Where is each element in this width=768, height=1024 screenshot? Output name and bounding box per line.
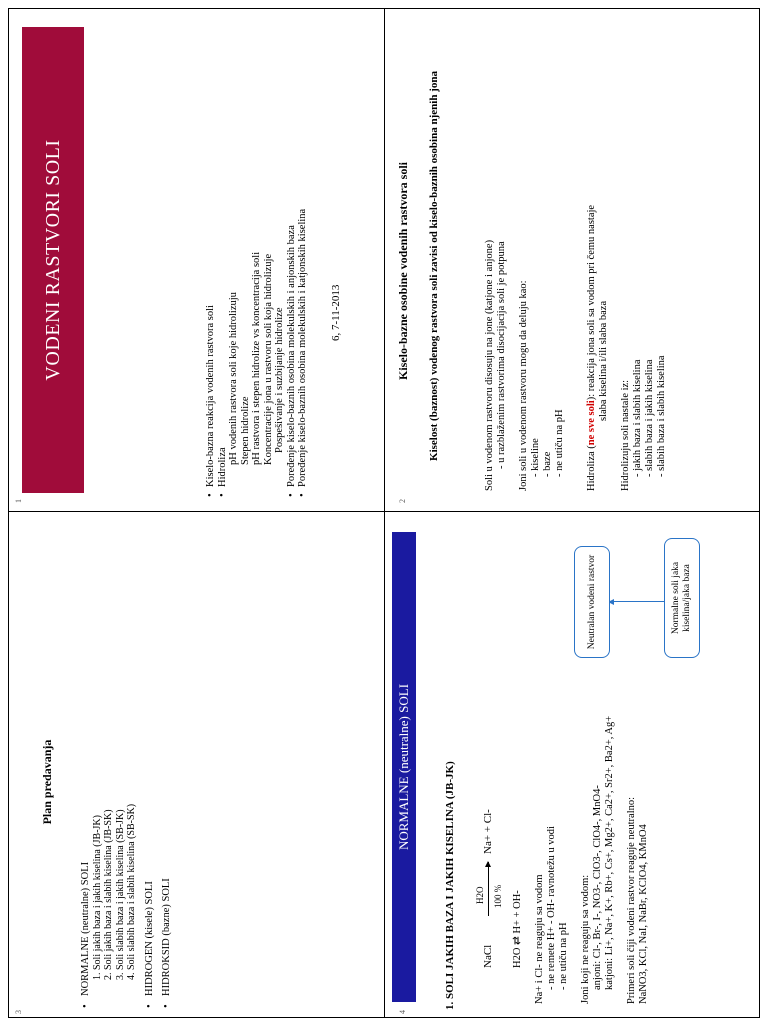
outline-item: Koncentracije jona u rastvoru soli koja hidrolizuje bbox=[262, 253, 274, 465]
slide-2-body bbox=[484, 21, 668, 491]
slide-4-body bbox=[472, 544, 650, 1004]
page-number: 1 bbox=[14, 499, 23, 503]
slide-2-subtitle: Kiselost (baznost) vodenog rastvora soli zavisi od kiselo-baznih osobina njenih jona bbox=[428, 71, 440, 461]
slide-3 bbox=[0, 512, 384, 1022]
page-number: 4 bbox=[398, 1010, 407, 1014]
plan-item: • HIDROKSID (bazne) SOLI bbox=[161, 804, 173, 1008]
examples-line: NaNO3, KCl, NaI, NaBr, KClO4, KMnO4 bbox=[638, 824, 649, 1004]
outline-item: • Poređenje kiselo-baznih osobina molekulskih i anjonskih baza bbox=[286, 209, 298, 497]
lecture-plan-list bbox=[80, 804, 173, 1008]
dissociation-equation: NaCl H2O 100 % Na+ + Cl- bbox=[475, 809, 503, 968]
text-line: Hidrolizuju soli nastale iz: bbox=[620, 379, 631, 491]
outline-item: pH vodenih rastvora soli koje hidrolizuju bbox=[228, 292, 239, 465]
text-line: - ne remete H+ - OH- ravnotežu u vodi bbox=[546, 826, 557, 990]
neutral-solution-box: Neutralan vodeni rastvor bbox=[574, 546, 610, 658]
text-line: - slabih baza i jakih kiselina bbox=[644, 359, 655, 477]
outline-item: • Hidroliza bbox=[217, 209, 229, 497]
hydrolysis-definition: Hidroliza (ne sve soli): reakcija jona soli sa vodom pri čemu nastaje bbox=[586, 204, 597, 491]
cations-line: katjoni: Li+, Na+, K+, Rb+, Cs+, Mg2+, Ca2+, Sr2+, Ba2+, Ag+ bbox=[604, 715, 615, 990]
page-number: 3 bbox=[14, 1010, 23, 1014]
text-line: slaba kiselina i/ili slaba baza bbox=[598, 300, 609, 421]
slide-4 bbox=[384, 512, 768, 1022]
text-line: Primeri soli čiji vodeni rastvor reaguje neutralno: bbox=[626, 796, 637, 1004]
anions-line: anjoni: Cl-, Br-, I-, NO3-, ClO3-, ClO4-, MnO4- bbox=[592, 785, 603, 990]
text-line: Joni koji ne reaguju sa vodom: bbox=[580, 874, 591, 1004]
text-line: - baze bbox=[542, 451, 553, 477]
text-line: - slabih baza i slabih kiselina bbox=[656, 355, 667, 477]
slide-2-title: Kiselo-bazne osobine vodenih rastvora soli bbox=[396, 162, 410, 381]
slide-3-title: Plan predavanja bbox=[40, 739, 54, 825]
text-line: Joni soli u vodenom rastvoru mogu da deluju kao: bbox=[518, 280, 529, 491]
plan-item: 3. Soli slabih baza i jakih kiselina (SB-JK) bbox=[114, 809, 126, 980]
highlight-text: ne sve soli bbox=[586, 400, 597, 446]
plan-item: 2. Soli jakih baza i slabih kiselina (JB-SK) bbox=[103, 809, 114, 980]
slide-1-outline bbox=[205, 209, 309, 497]
slide-4-heading: 1. SOLI JAKIH BAZA I JAKIH KISELINA (JB-JK) bbox=[444, 761, 456, 1010]
outline-item: pH rastvora i stepen hidrolize vs koncentracija soli bbox=[251, 251, 262, 465]
outline-item: Stepen hidrolize bbox=[239, 396, 251, 465]
text-line: - u razblaženim rastvorima disocijacija soli je potpuna bbox=[496, 241, 507, 469]
outline-item: • Poređenje kiselo-baznih osobina molekulskih i katjonskih kiselina bbox=[297, 209, 309, 497]
arrow-connector bbox=[608, 601, 664, 602]
lecture-date: 6, 7-11-2013 bbox=[330, 284, 342, 341]
plan-item: • NORMALNE (neutralne) SOLI bbox=[80, 804, 92, 1008]
outline-item: • Kiselo-bazna reakcija vodenih rastvora soli bbox=[205, 209, 217, 497]
normal-salts-box: Normalne soli jaka kiselina/jaka baza bbox=[664, 538, 700, 658]
slide-2 bbox=[384, 1, 768, 511]
slide-1-title: VODENI RASTVORI SOLI bbox=[22, 27, 84, 493]
water-equilibrium: H2O ⇄ H+ + OH- bbox=[512, 890, 523, 968]
plan-item: • HIDROGEN (kisele) SOLI bbox=[144, 804, 156, 1008]
page-number: 2 bbox=[398, 499, 407, 503]
text-line: - ne utiču na pH bbox=[554, 409, 565, 477]
slide-1 bbox=[0, 1, 384, 511]
outline-item: Pospešivanje i suzbijanje hidrolize bbox=[274, 307, 285, 453]
plan-item: 4. Soli slabih baza i slabih kiselina (SB-SK) bbox=[126, 803, 137, 980]
plan-item: 1. Soli jakih baza i jakih kiselina (JB-JK) bbox=[91, 815, 103, 980]
text-line: - jakih baza i slabih kiselina bbox=[632, 359, 643, 477]
slide-4-banner: NORMALNE (neutralne) SOLI bbox=[392, 532, 416, 1002]
text-line: - kiseline bbox=[530, 438, 541, 477]
text-line: - ne utiču na pH bbox=[558, 922, 569, 990]
text-line: Na+ i Cl- ne reaguju sa vodom bbox=[534, 874, 545, 1004]
text-line: Soli u vodenom rastvoru disosuju na jone (katjone i anjone) bbox=[484, 239, 495, 491]
